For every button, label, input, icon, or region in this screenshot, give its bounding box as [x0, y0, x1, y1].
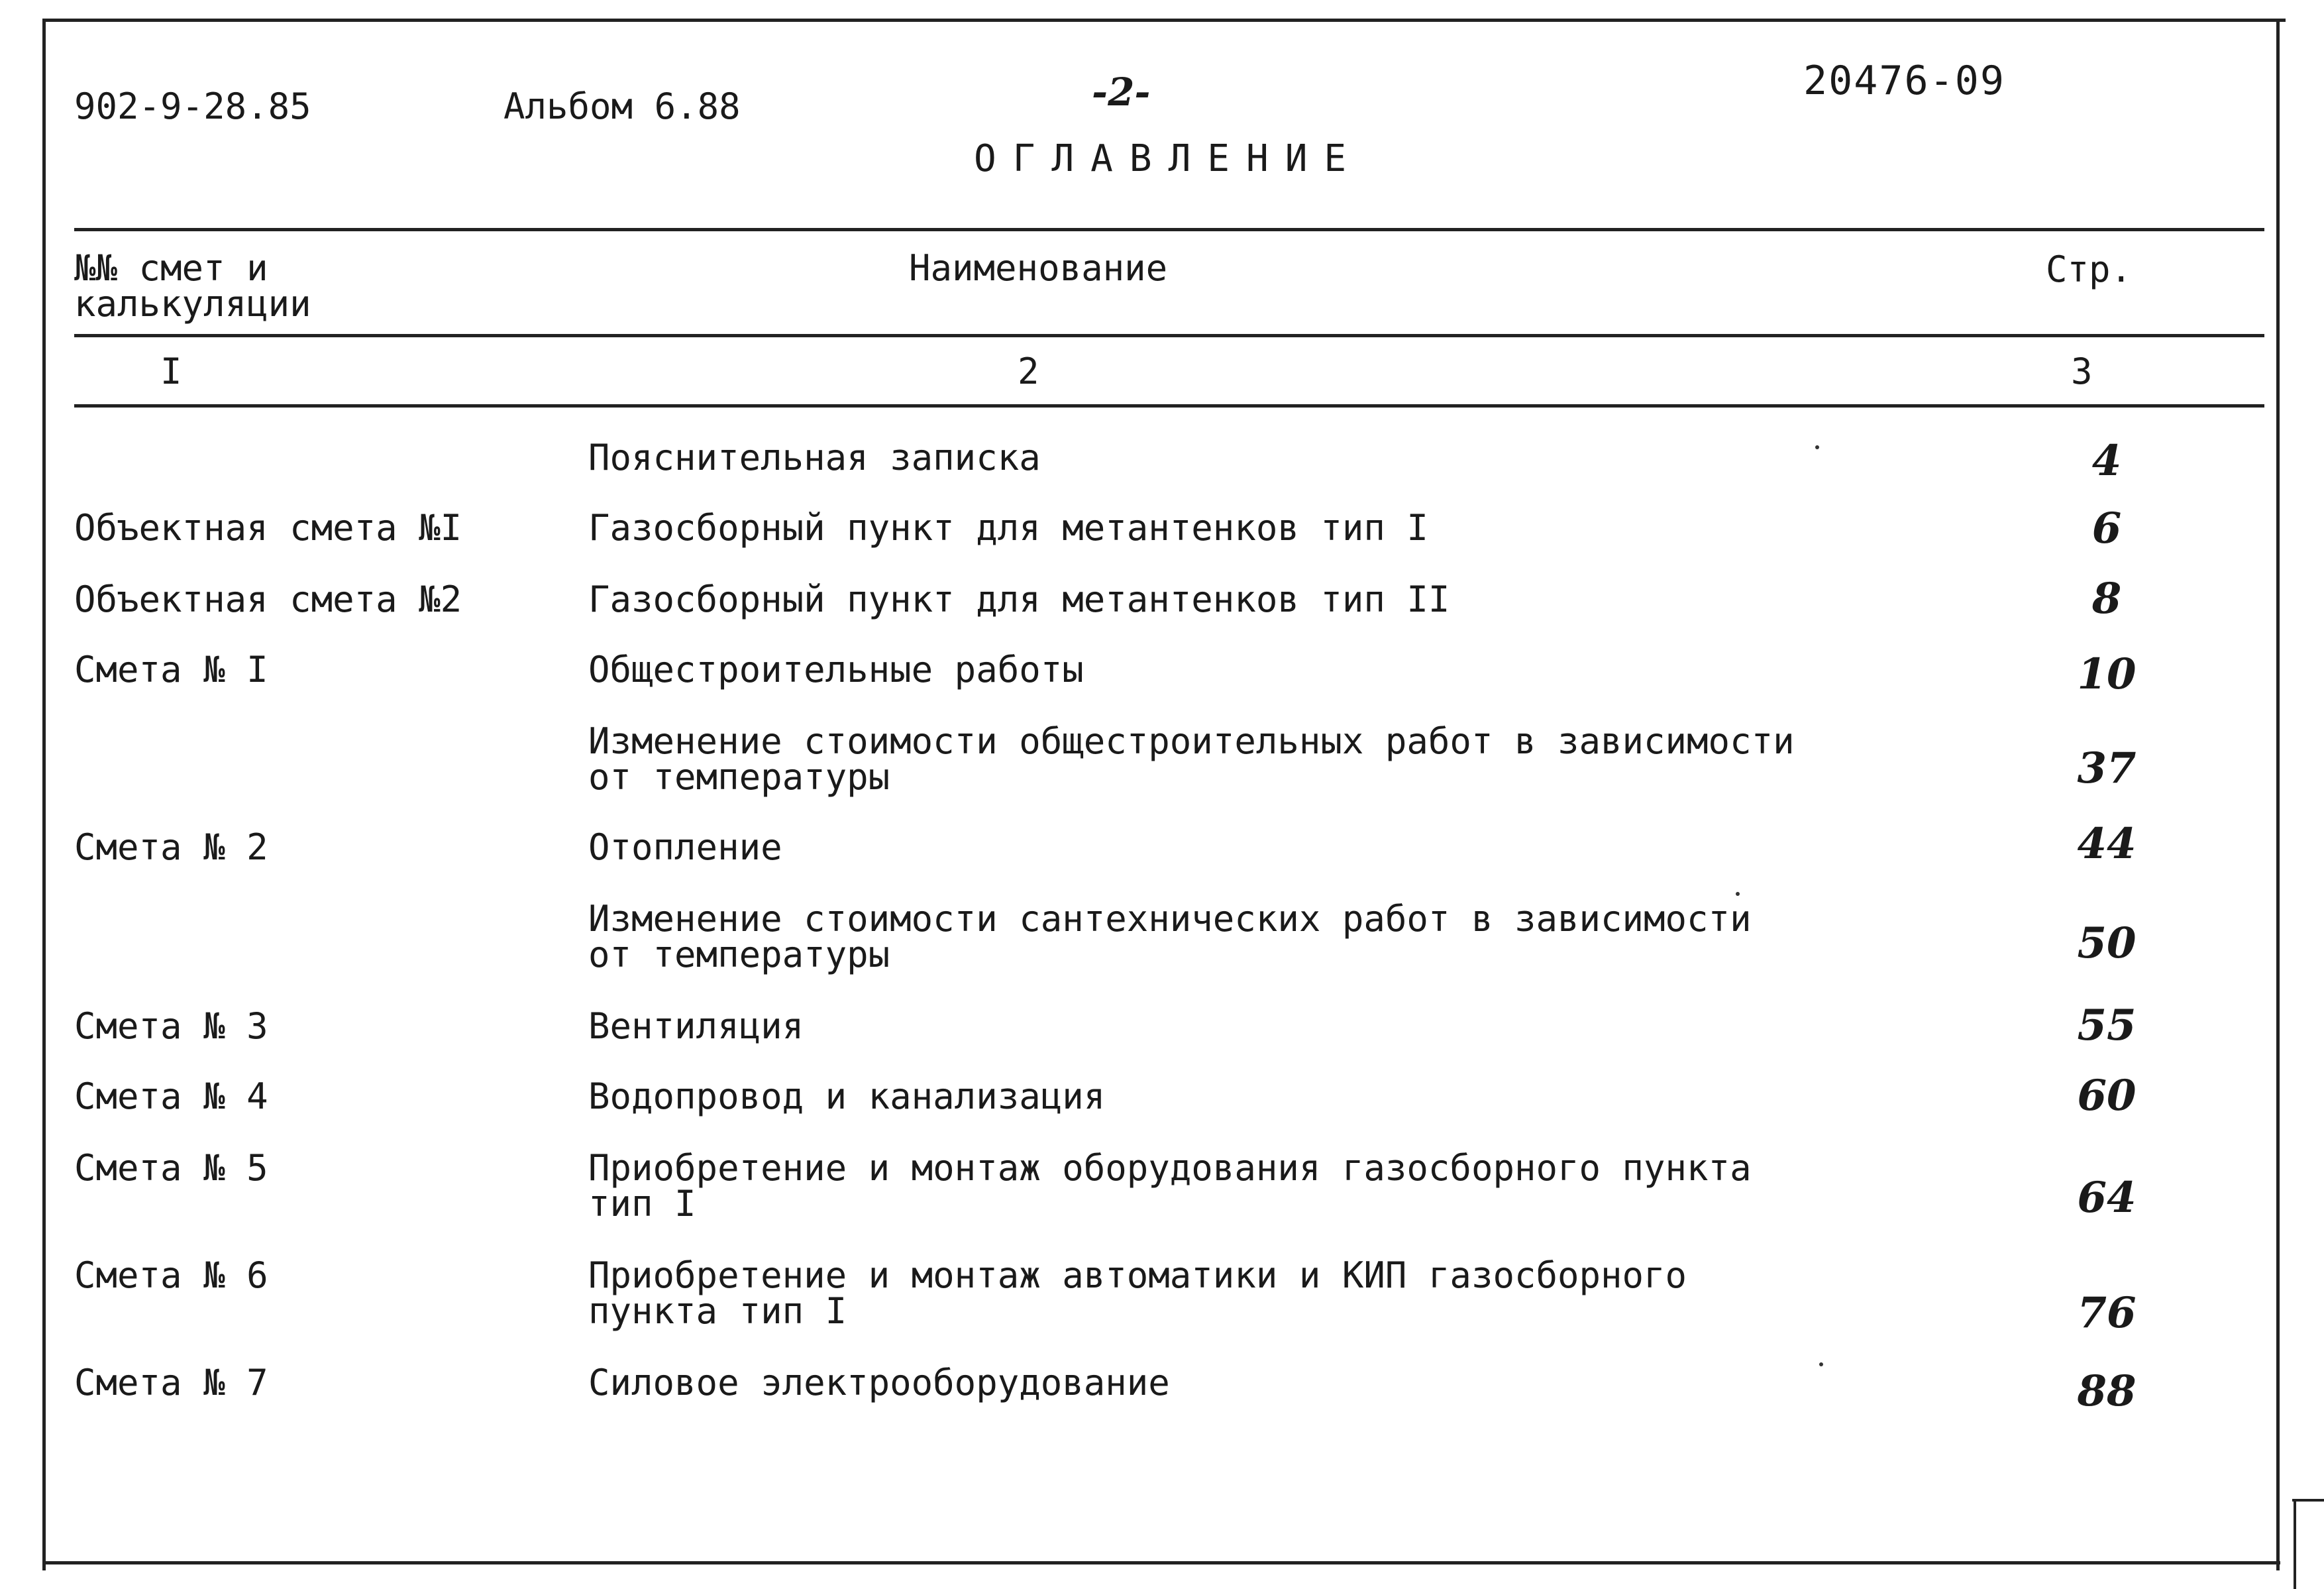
row-estimate: Смета № 5	[74, 1147, 268, 1189]
row-estimate: Смета № 6	[74, 1254, 268, 1296]
row-name: Газосборный пункт для метантенков тип II	[588, 578, 1450, 620]
row-name: Силовое электрооборудование	[588, 1362, 1170, 1403]
row-page: 6	[2091, 504, 2122, 553]
header-divider-rule	[74, 334, 2264, 337]
row-name: Газосборный пункт для метантенков тип I	[588, 507, 1428, 549]
row-page: 64	[2077, 1173, 2137, 1223]
scan-speck	[1819, 1362, 1823, 1366]
row-page: 10	[2077, 649, 2137, 699]
edge-line	[2294, 1499, 2296, 1589]
row-page: 8	[2091, 574, 2122, 624]
row-estimate: Объектная смета №2	[74, 578, 462, 620]
frame-top-border	[42, 19, 2286, 22]
row-name: Водопровод и канализация	[588, 1075, 1106, 1117]
row-estimate: Смета № 4	[74, 1075, 268, 1117]
frame-right-border	[2276, 19, 2280, 1570]
column-header-page: Стр.	[2046, 248, 2133, 290]
page-number: -2-	[1092, 70, 1151, 115]
document-title: ОГЛАВЛЕНИЕ	[974, 137, 1363, 180]
row-page: 60	[2077, 1071, 2137, 1121]
row-estimate: Смета № 3	[74, 1005, 268, 1047]
sheet-id: 20476-09	[1803, 58, 2005, 104]
frame-bottom-border	[42, 1561, 2280, 1564]
row-estimate: Смета № 7	[74, 1362, 268, 1403]
row-estimate: Смета № I	[74, 649, 268, 690]
row-estimate: Смета № 2	[74, 826, 268, 868]
scan-speck	[1815, 445, 1819, 449]
row-name	[588, 1147, 1913, 1225]
column-index-1: I	[160, 351, 182, 392]
column-index-2: 2	[1018, 351, 1039, 392]
row-name-line1: Изменение стоимости общестроительных работ в зависимости	[588, 720, 1795, 762]
row-name: Вентиляция	[588, 1005, 804, 1047]
row-name: Отопление	[588, 826, 782, 868]
scan-speck	[1736, 892, 1740, 896]
row-page: 4	[2091, 436, 2122, 486]
album-label: Альбом 6.88	[503, 85, 741, 127]
row-name-line1: Приобретение и монтаж оборудования газосборного пункта	[588, 1147, 1752, 1189]
row-name-line2: от температуры	[588, 756, 890, 798]
project-code: 902-9-28.85	[74, 85, 311, 127]
row-page: 76	[2077, 1288, 2137, 1338]
row-name-line2: пункта тип I	[588, 1290, 847, 1332]
column-header-estimates	[74, 247, 564, 325]
row-name: Общестроительные работы	[588, 649, 1084, 690]
table-top-rule	[74, 228, 2264, 231]
index-divider-rule	[74, 404, 2264, 408]
row-page: 55	[2077, 1001, 2137, 1050]
column-index-3: 3	[2071, 351, 2093, 392]
column-header-name: Наименование	[909, 247, 1168, 289]
edge-tick	[2292, 1499, 2324, 1502]
row-name	[588, 1254, 1913, 1332]
row-page: 44	[2077, 819, 2137, 869]
column-header-estimates-line1: №№ смет и	[74, 247, 268, 289]
row-name-line2: от температуры	[588, 934, 890, 975]
row-page: 50	[2077, 918, 2137, 968]
frame-left-border	[42, 19, 46, 1570]
row-name: Пояснительная записка	[588, 437, 1041, 478]
row-name-line1: Приобретение и монтаж автоматики и КИП газосборного	[588, 1254, 1687, 1296]
row-name	[588, 720, 1913, 798]
column-header-estimates-line2: калькуляции	[74, 283, 311, 325]
row-name	[588, 898, 1913, 975]
row-estimate: Объектная смета №I	[74, 507, 462, 549]
row-name-line1: Изменение стоимости сантехнических работ в зависимости	[588, 898, 1752, 940]
row-page: 37	[2077, 743, 2137, 793]
row-name-line2: тип I	[588, 1183, 696, 1225]
row-page: 88	[2077, 1366, 2137, 1416]
